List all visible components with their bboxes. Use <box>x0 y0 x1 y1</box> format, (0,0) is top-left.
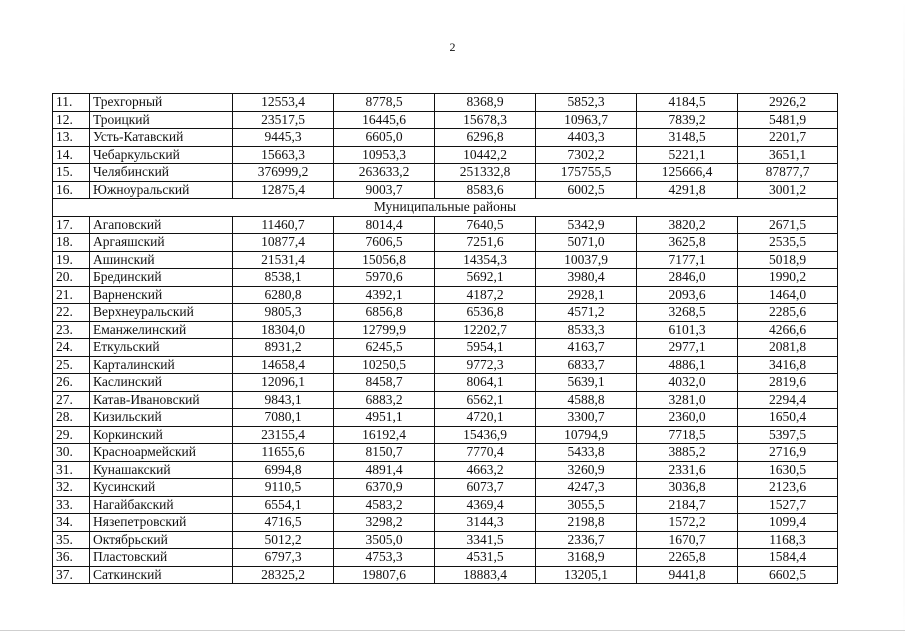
municipality-name: Трехгорный <box>90 94 233 112</box>
row-number: 24. <box>53 339 90 357</box>
value-cell: 8368,9 <box>435 94 536 112</box>
value-cell: 28325,2 <box>233 566 334 584</box>
value-cell: 2336,7 <box>536 531 637 549</box>
value-cell: 7302,2 <box>536 146 637 164</box>
value-cell: 2265,8 <box>637 549 738 567</box>
row-number: 27. <box>53 391 90 409</box>
value-cell: 10877,4 <box>233 234 334 252</box>
value-cell: 263633,2 <box>334 164 435 182</box>
value-cell: 2285,6 <box>738 304 838 322</box>
value-cell: 6883,2 <box>334 391 435 409</box>
municipality-name: Челябинский <box>90 164 233 182</box>
table-row <box>53 374 838 392</box>
municipality-name: Еткульский <box>90 339 233 357</box>
table-row <box>53 391 838 409</box>
value-cell: 4392,1 <box>334 286 435 304</box>
value-cell: 6562,1 <box>435 391 536 409</box>
municipality-name: Каслинский <box>90 374 233 392</box>
municipality-name: Пластовский <box>90 549 233 567</box>
municipality-name: Октябрьский <box>90 531 233 549</box>
row-number: 37. <box>53 566 90 584</box>
value-cell: 2671,5 <box>738 216 838 234</box>
value-cell: 5481,9 <box>738 111 838 129</box>
value-cell: 4583,2 <box>334 496 435 514</box>
table-row <box>53 444 838 462</box>
value-cell: 5342,9 <box>536 216 637 234</box>
municipality-name: Чебаркульский <box>90 146 233 164</box>
row-number: 19. <box>53 251 90 269</box>
municipality-name: Кусинский <box>90 479 233 497</box>
municipality-name: Варненский <box>90 286 233 304</box>
value-cell: 1572,2 <box>637 514 738 532</box>
value-cell: 4951,1 <box>334 409 435 427</box>
section-header-row <box>53 199 838 217</box>
value-cell: 10953,3 <box>334 146 435 164</box>
value-cell: 10794,9 <box>536 426 637 444</box>
table-row <box>53 129 838 147</box>
value-cell: 8583,6 <box>435 181 536 199</box>
value-cell: 4266,6 <box>738 321 838 339</box>
value-cell: 3625,8 <box>637 234 738 252</box>
municipality-name: Карталинский <box>90 356 233 374</box>
value-cell: 5012,2 <box>233 531 334 549</box>
value-cell: 15663,3 <box>233 146 334 164</box>
value-cell: 4716,5 <box>233 514 334 532</box>
section-title: Муниципальные районы <box>53 199 838 217</box>
value-cell: 2081,8 <box>738 339 838 357</box>
municipality-name: Аргаяшский <box>90 234 233 252</box>
value-cell: 2184,7 <box>637 496 738 514</box>
row-number: 25. <box>53 356 90 374</box>
value-cell: 23155,4 <box>233 426 334 444</box>
value-cell: 125666,4 <box>637 164 738 182</box>
data-table <box>52 93 838 584</box>
municipality-name: Ашинский <box>90 251 233 269</box>
row-number: 36. <box>53 549 90 567</box>
table-row <box>53 251 838 269</box>
value-cell: 3300,7 <box>536 409 637 427</box>
value-cell: 7606,5 <box>334 234 435 252</box>
table-section <box>53 199 838 217</box>
value-cell: 3036,8 <box>637 479 738 497</box>
value-cell: 2928,1 <box>536 286 637 304</box>
row-number: 34. <box>53 514 90 532</box>
row-number: 12. <box>53 111 90 129</box>
value-cell: 3651,1 <box>738 146 838 164</box>
value-cell: 8150,7 <box>334 444 435 462</box>
municipality-name: Верхнеуральский <box>90 304 233 322</box>
value-cell: 4886,1 <box>637 356 738 374</box>
value-cell: 8931,2 <box>233 339 334 357</box>
value-cell: 4588,8 <box>536 391 637 409</box>
value-cell: 8064,1 <box>435 374 536 392</box>
value-cell: 9003,7 <box>334 181 435 199</box>
table-row <box>53 269 838 287</box>
municipality-name: Кизильский <box>90 409 233 427</box>
value-cell: 4184,5 <box>637 94 738 112</box>
row-number: 21. <box>53 286 90 304</box>
table-row <box>53 111 838 129</box>
value-cell: 7177,1 <box>637 251 738 269</box>
value-cell: 7839,2 <box>637 111 738 129</box>
table-row <box>53 426 838 444</box>
value-cell: 6554,1 <box>233 496 334 514</box>
value-cell: 7770,4 <box>435 444 536 462</box>
value-cell: 5639,1 <box>536 374 637 392</box>
table-row <box>53 356 838 374</box>
table-row <box>53 234 838 252</box>
municipality-name: Красноармейский <box>90 444 233 462</box>
value-cell: 16192,4 <box>334 426 435 444</box>
table-row <box>53 479 838 497</box>
value-cell: 9445,3 <box>233 129 334 147</box>
value-cell: 3055,5 <box>536 496 637 514</box>
row-number: 29. <box>53 426 90 444</box>
value-cell: 6994,8 <box>233 461 334 479</box>
value-cell: 7251,6 <box>435 234 536 252</box>
value-cell: 10442,2 <box>435 146 536 164</box>
row-number: 31. <box>53 461 90 479</box>
table-row <box>53 409 838 427</box>
value-cell: 1464,0 <box>738 286 838 304</box>
value-cell: 12096,1 <box>233 374 334 392</box>
value-cell: 21531,4 <box>233 251 334 269</box>
value-cell: 2535,5 <box>738 234 838 252</box>
value-cell: 3885,2 <box>637 444 738 462</box>
value-cell: 4163,7 <box>536 339 637 357</box>
value-cell: 2123,6 <box>738 479 838 497</box>
value-cell: 4403,3 <box>536 129 637 147</box>
value-cell: 12875,4 <box>233 181 334 199</box>
row-number: 20. <box>53 269 90 287</box>
value-cell: 19807,6 <box>334 566 435 584</box>
value-cell: 2926,2 <box>738 94 838 112</box>
value-cell: 5852,3 <box>536 94 637 112</box>
value-cell: 7640,5 <box>435 216 536 234</box>
table-body-urban <box>53 94 838 199</box>
value-cell: 15678,3 <box>435 111 536 129</box>
page-number: 2 <box>449 40 456 54</box>
value-cell: 7718,5 <box>637 426 738 444</box>
value-cell: 15436,9 <box>435 426 536 444</box>
value-cell: 6101,3 <box>637 321 738 339</box>
value-cell: 2819,6 <box>738 374 838 392</box>
value-cell: 5071,0 <box>536 234 637 252</box>
value-cell: 18883,4 <box>435 566 536 584</box>
value-cell: 3144,3 <box>435 514 536 532</box>
value-cell: 2846,0 <box>637 269 738 287</box>
municipality-name: Агаповский <box>90 216 233 234</box>
value-cell: 6370,9 <box>334 479 435 497</box>
value-cell: 5692,1 <box>435 269 536 287</box>
municipality-name: Троицкий <box>90 111 233 129</box>
value-cell: 8533,3 <box>536 321 637 339</box>
municipality-name: Брединский <box>90 269 233 287</box>
value-cell: 4753,3 <box>334 549 435 567</box>
value-cell: 4571,2 <box>536 304 637 322</box>
value-cell: 4291,8 <box>637 181 738 199</box>
value-cell: 23517,5 <box>233 111 334 129</box>
table-row <box>53 321 838 339</box>
value-cell: 1168,3 <box>738 531 838 549</box>
row-number: 26. <box>53 374 90 392</box>
row-number: 22. <box>53 304 90 322</box>
value-cell: 9110,5 <box>233 479 334 497</box>
value-cell: 18304,0 <box>233 321 334 339</box>
value-cell: 14354,3 <box>435 251 536 269</box>
value-cell: 8778,5 <box>334 94 435 112</box>
value-cell: 3980,4 <box>536 269 637 287</box>
value-cell: 9772,3 <box>435 356 536 374</box>
value-cell: 16445,6 <box>334 111 435 129</box>
value-cell: 10037,9 <box>536 251 637 269</box>
value-cell: 1670,7 <box>637 531 738 549</box>
table-row <box>53 549 838 567</box>
row-number: 30. <box>53 444 90 462</box>
value-cell: 3148,5 <box>637 129 738 147</box>
value-cell: 13205,1 <box>536 566 637 584</box>
municipality-name: Саткинский <box>90 566 233 584</box>
value-cell: 4720,1 <box>435 409 536 427</box>
table-row <box>53 496 838 514</box>
value-cell: 376999,2 <box>233 164 334 182</box>
value-cell: 6296,8 <box>435 129 536 147</box>
municipality-name: Нагайбакский <box>90 496 233 514</box>
bottom-rule <box>0 630 905 631</box>
value-cell: 1990,2 <box>738 269 838 287</box>
value-cell: 8014,4 <box>334 216 435 234</box>
municipality-name: Еманжелинский <box>90 321 233 339</box>
value-cell: 8458,7 <box>334 374 435 392</box>
value-cell: 251332,8 <box>435 164 536 182</box>
value-cell: 2093,6 <box>637 286 738 304</box>
value-cell: 5433,8 <box>536 444 637 462</box>
row-number: 28. <box>53 409 90 427</box>
value-cell: 6605,0 <box>334 129 435 147</box>
value-cell: 2201,7 <box>738 129 838 147</box>
value-cell: 5954,1 <box>435 339 536 357</box>
value-cell: 5397,5 <box>738 426 838 444</box>
value-cell: 4032,0 <box>637 374 738 392</box>
value-cell: 6856,8 <box>334 304 435 322</box>
value-cell: 1584,4 <box>738 549 838 567</box>
value-cell: 4891,4 <box>334 461 435 479</box>
value-cell: 1099,4 <box>738 514 838 532</box>
value-cell: 2294,4 <box>738 391 838 409</box>
value-cell: 3505,0 <box>334 531 435 549</box>
table-row <box>53 531 838 549</box>
value-cell: 3281,0 <box>637 391 738 409</box>
municipality-name: Нязепетровский <box>90 514 233 532</box>
municipality-name: Катав-Ивановский <box>90 391 233 409</box>
value-cell: 6833,7 <box>536 356 637 374</box>
table-row <box>53 164 838 182</box>
value-cell: 4247,3 <box>536 479 637 497</box>
row-number: 17. <box>53 216 90 234</box>
value-cell: 6002,5 <box>536 181 637 199</box>
value-cell: 3416,8 <box>738 356 838 374</box>
value-cell: 3168,9 <box>536 549 637 567</box>
municipality-name: Кунашакский <box>90 461 233 479</box>
municipality-name: Южноуральский <box>90 181 233 199</box>
value-cell: 8538,1 <box>233 269 334 287</box>
row-number: 16. <box>53 181 90 199</box>
value-cell: 3260,9 <box>536 461 637 479</box>
row-number: 35. <box>53 531 90 549</box>
value-cell: 11655,6 <box>233 444 334 462</box>
municipality-name: Коркинский <box>90 426 233 444</box>
value-cell: 2360,0 <box>637 409 738 427</box>
value-cell: 2198,8 <box>536 514 637 532</box>
value-cell: 3820,2 <box>637 216 738 234</box>
value-cell: 14658,4 <box>233 356 334 374</box>
table-row <box>53 304 838 322</box>
value-cell: 6536,8 <box>435 304 536 322</box>
value-cell: 4369,4 <box>435 496 536 514</box>
table-row <box>53 181 838 199</box>
value-cell: 1527,7 <box>738 496 838 514</box>
row-number: 15. <box>53 164 90 182</box>
value-cell: 9843,1 <box>233 391 334 409</box>
value-cell: 10963,7 <box>536 111 637 129</box>
value-cell: 9441,8 <box>637 566 738 584</box>
value-cell: 4187,2 <box>435 286 536 304</box>
row-number: 32. <box>53 479 90 497</box>
value-cell: 6797,3 <box>233 549 334 567</box>
value-cell: 3298,2 <box>334 514 435 532</box>
table-row <box>53 514 838 532</box>
value-cell: 9805,3 <box>233 304 334 322</box>
value-cell: 4663,2 <box>435 461 536 479</box>
value-cell: 5018,9 <box>738 251 838 269</box>
value-cell: 12799,9 <box>334 321 435 339</box>
value-cell: 11460,7 <box>233 216 334 234</box>
row-number: 18. <box>53 234 90 252</box>
row-number: 14. <box>53 146 90 164</box>
value-cell: 6602,5 <box>738 566 838 584</box>
value-cell: 5221,1 <box>637 146 738 164</box>
value-cell: 2977,1 <box>637 339 738 357</box>
value-cell: 5970,6 <box>334 269 435 287</box>
table-row <box>53 94 838 112</box>
value-cell: 1650,4 <box>738 409 838 427</box>
value-cell: 3001,2 <box>738 181 838 199</box>
table-row <box>53 216 838 234</box>
table-row <box>53 566 838 584</box>
value-cell: 12553,4 <box>233 94 334 112</box>
value-cell: 6073,7 <box>435 479 536 497</box>
value-cell: 6245,5 <box>334 339 435 357</box>
value-cell: 3341,5 <box>435 531 536 549</box>
row-number: 13. <box>53 129 90 147</box>
value-cell: 2331,6 <box>637 461 738 479</box>
row-number: 23. <box>53 321 90 339</box>
municipality-name: Усть-Катавский <box>90 129 233 147</box>
value-cell: 7080,1 <box>233 409 334 427</box>
value-cell: 175755,5 <box>536 164 637 182</box>
table-row <box>53 286 838 304</box>
row-number: 11. <box>53 94 90 112</box>
value-cell: 1630,5 <box>738 461 838 479</box>
row-number: 33. <box>53 496 90 514</box>
value-cell: 15056,8 <box>334 251 435 269</box>
value-cell: 6280,8 <box>233 286 334 304</box>
value-cell: 3268,5 <box>637 304 738 322</box>
table-row <box>53 146 838 164</box>
value-cell: 4531,5 <box>435 549 536 567</box>
table-row <box>53 461 838 479</box>
value-cell: 87877,7 <box>738 164 838 182</box>
value-cell: 10250,5 <box>334 356 435 374</box>
table-row <box>53 339 838 357</box>
value-cell: 2716,9 <box>738 444 838 462</box>
table-body-districts <box>53 216 838 584</box>
value-cell: 12202,7 <box>435 321 536 339</box>
